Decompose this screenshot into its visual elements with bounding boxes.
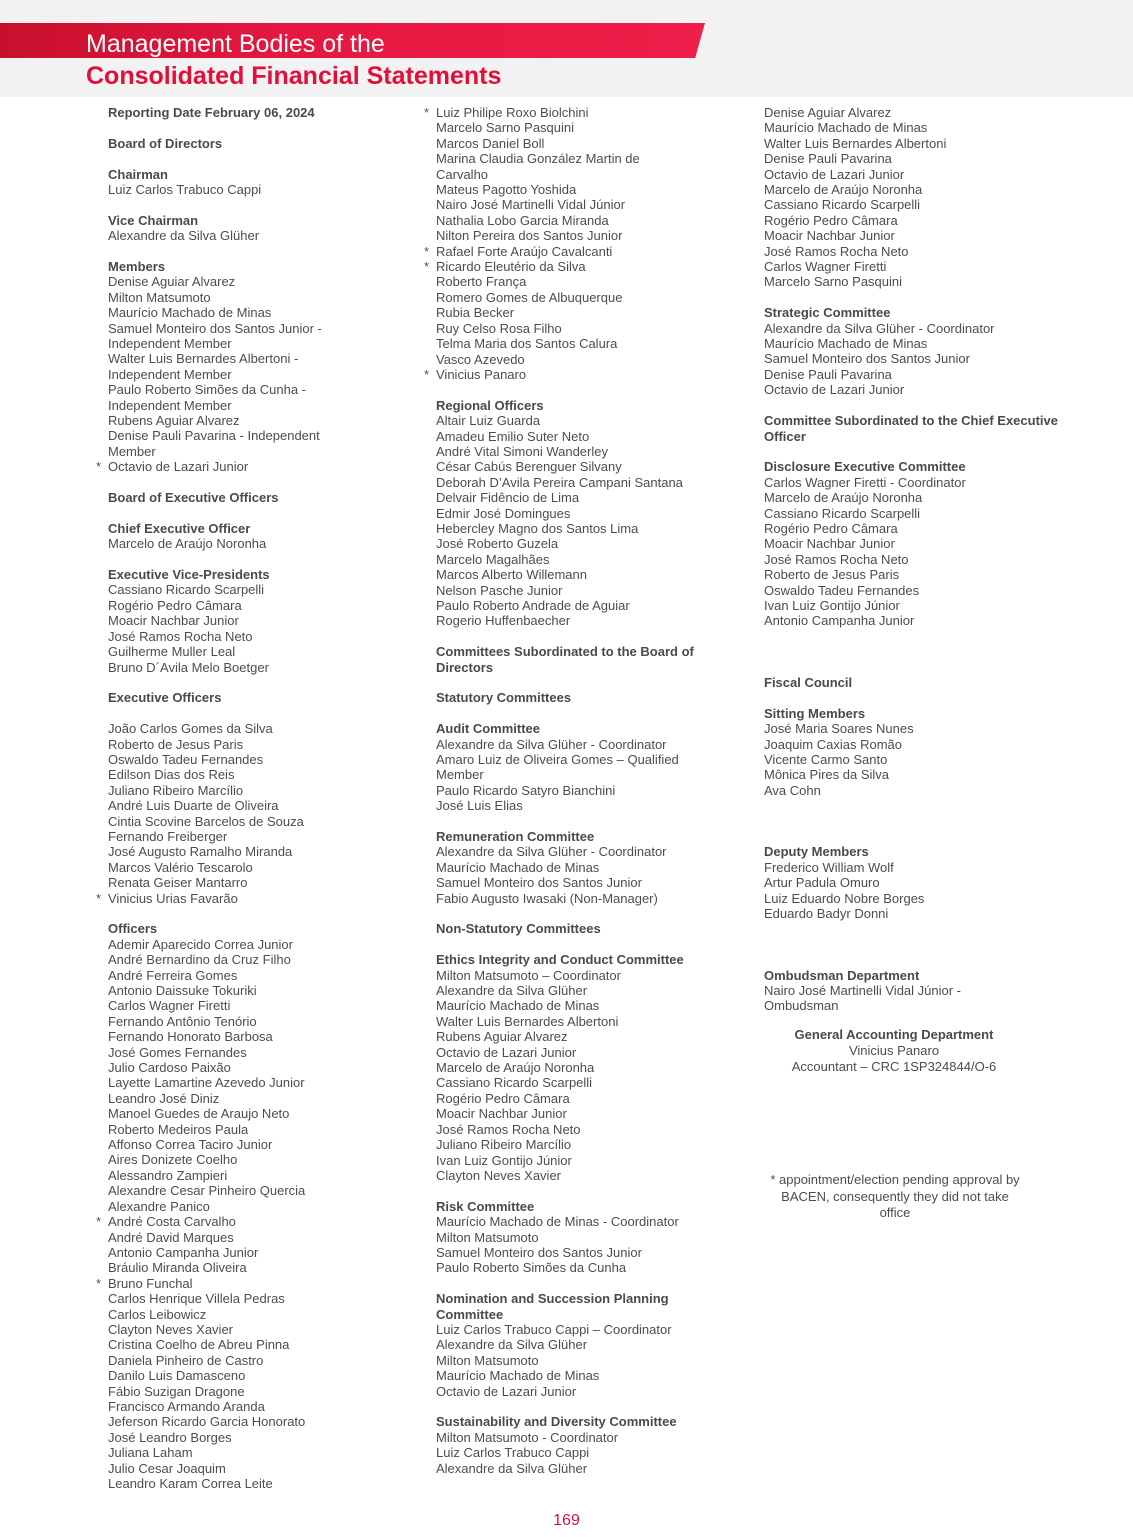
section	[764, 644, 1064, 659]
section-heading: Executive Vice-Presidents	[108, 567, 270, 583]
member-name: Maurício Machado de Minas	[764, 120, 928, 136]
section	[108, 490, 408, 505]
member-name: Moacir Nachbar Junior	[108, 613, 239, 629]
section-heading: Regional Officers	[436, 397, 544, 413]
member-name: Ivan Luiz Gontijo Júnior	[764, 597, 900, 613]
section-heading: Executive Officers	[108, 690, 222, 706]
member-name: Juliano Ribeiro Marcílio	[436, 1137, 572, 1153]
member-name: Walter Luis Bernardes Albertoni	[764, 135, 947, 151]
member-name: Frederico William Wolf	[764, 859, 894, 875]
member-name: César Cabús Berenguer Silvany	[436, 459, 622, 475]
member-name: José Ramos Rocha Neto	[764, 243, 909, 259]
accountant-name: Vinicius Panaro	[848, 1043, 940, 1058]
member-name: Milton Matsumoto - Coordinator	[436, 1429, 619, 1445]
member-name: Delvair Fidêncio de Lima	[436, 490, 580, 506]
member-name: Maurício Machado de Minas	[436, 859, 600, 875]
member-name: Leandro Karam Correa Leite	[108, 1476, 273, 1492]
member-name: Luiz Eduardo Nobre Borges	[764, 890, 925, 906]
member-name: Cassiano Ricardo Scarpelli	[764, 197, 921, 213]
member-name: Moacir Nachbar Junior	[764, 536, 895, 552]
member-name: Samuel Monteiro dos Santos Junior	[436, 875, 642, 891]
member-name: Oswaldo Tadeu Fernandes	[108, 751, 264, 767]
member-name: Octavio de Lazari Junior	[764, 166, 905, 182]
section	[436, 1199, 736, 1276]
member-name: Marina Claudia González Martin de	[436, 151, 640, 167]
member-name: José Gomes Fernandes	[108, 1044, 247, 1060]
member-name: Samuel Monteiro dos Santos Junior -	[108, 320, 322, 336]
member-name: Mateus Pagotto Yoshida	[436, 182, 577, 198]
member-name: Maurício Machado de Minas	[764, 336, 928, 352]
member-name: José Leandro Borges	[108, 1429, 232, 1445]
member-name: José Augusto Ramalho Miranda	[108, 844, 293, 860]
member-name: Alexandre da Silva Glüher - Coordinator	[436, 844, 667, 860]
member-name: Carlos Wagner Firetti - Coordinator	[764, 474, 966, 490]
section	[764, 706, 1064, 798]
member-name: Marcelo Magalhães	[436, 551, 550, 567]
section-heading: Sitting Members	[764, 705, 866, 721]
member-name: Hebercley Magno dos Santos Lima	[436, 520, 639, 536]
section	[764, 937, 1064, 952]
member-name: Carlos Wagner Firetti	[108, 998, 231, 1014]
member-name: * Octavio de Lazari Junior	[108, 459, 408, 474]
accounting-heading: General Accounting Department	[794, 1027, 994, 1042]
member-name: Denise Pauli Pavarina - Independent	[108, 428, 320, 444]
section-heading: Disclosure Executive Committee	[764, 459, 966, 475]
member-name: Alexandre Panico	[108, 1198, 210, 1214]
column-1	[108, 105, 408, 1491]
section	[764, 105, 1064, 290]
member-name: Aires Donizete Coelho	[108, 1152, 238, 1168]
member-name: Vicente Carmo Santo	[764, 751, 888, 767]
member-name: Fernando Honorato Barbosa	[108, 1029, 273, 1045]
member-name: Milton Matsumoto	[436, 1352, 539, 1368]
member-name: Marcelo Sarno Pasquini	[436, 120, 575, 136]
section	[764, 305, 1064, 397]
member-name: Fernando Freiberger	[108, 828, 228, 844]
section-heading: Nomination and Succession Planning Committee	[436, 1291, 669, 1322]
member-name: Paulo Ricardo Satyro Bianchini	[436, 782, 616, 798]
member-name: Leandro José Diniz	[108, 1090, 220, 1106]
section	[108, 105, 408, 120]
member-name: Antonio Campanha Junior	[108, 1244, 259, 1260]
member-name: Telma Maria dos Santos Calura	[436, 336, 618, 352]
member-name: Rogério Pedro Câmara	[764, 212, 898, 228]
member-name: Denise Pauli Pavarina	[764, 151, 892, 167]
member-name: Walter Luis Bernardes Albertoni -	[108, 351, 299, 367]
member-name: Vasco Azevedo	[436, 351, 525, 367]
member-name: Marcelo de Araújo Noronha	[764, 182, 923, 198]
section-heading: Risk Committee	[436, 1198, 535, 1214]
member-name: Carlos Wagner Firetti	[764, 259, 887, 275]
member-name: Member	[436, 767, 484, 783]
member-name: Luiz Carlos Trabuco Cappi	[108, 182, 262, 197]
member-name: Marcelo de Araújo Noronha	[108, 536, 267, 552]
member-name: André Luis Duarte de Oliveira	[108, 798, 279, 814]
section	[764, 459, 1064, 628]
member-name: Deborah D’Avila Pereira Campani Santana	[436, 474, 683, 490]
member-name: Marcelo de Araújo Noronha	[764, 490, 923, 506]
section-heading: Ombudsman Department	[764, 967, 920, 983]
section	[436, 690, 736, 705]
member-name: Daniela Pinheiro de Castro	[108, 1352, 264, 1368]
member-name: Edilson Dias dos Reis	[108, 767, 235, 783]
member-name: Fernando Antônio Tenório	[108, 1013, 257, 1029]
member-name: André Vital Simoni Wanderley	[436, 443, 608, 459]
member-name: Cristina Coelho de Abreu Pinna	[108, 1337, 290, 1353]
member-name: Rogério Pedro Câmara	[764, 520, 898, 536]
member-name: Oswaldo Tadeu Fernandes	[764, 582, 920, 598]
member-name: Denise Pauli Pavarina	[764, 366, 892, 382]
member-name	[108, 706, 408, 721]
section	[108, 690, 408, 906]
member-name: Layette Lamartine Azevedo Junior	[108, 1075, 305, 1091]
member-name: Alexandre da Silva Glüher	[108, 228, 260, 244]
column-2	[436, 105, 736, 1476]
member-name: Roberto Medeiros Paula	[108, 1121, 249, 1137]
member-name: Clayton Neves Xavier	[108, 1321, 233, 1337]
footnote: * appointment/election pending approval by BACEN, consequently they did not take office	[770, 1172, 1020, 1220]
member-name: Independent Member	[108, 336, 232, 352]
member-name: Marcos Valério Tescarolo	[108, 859, 253, 875]
member-name: Octavio de Lazari Junior	[436, 1383, 577, 1399]
section	[436, 921, 736, 936]
member-name: Ava Cohn	[764, 782, 821, 798]
member-name: Nairo José Martinelli Vidal Júnior -	[764, 983, 962, 998]
member-name: Maurício Machado de Minas - Coordinator	[436, 1214, 679, 1230]
member-name: Alexandre Cesar Pinheiro Quercia	[108, 1183, 306, 1199]
member-name: Clayton Neves Xavier	[436, 1167, 561, 1183]
member-name: Romero Gomes de Albuquerque	[436, 289, 623, 305]
member-name: José Maria Soares Nunes	[764, 721, 914, 737]
member-name: Cassiano Ricardo Scarpelli	[764, 505, 921, 521]
member-name: Amaro Luiz de Oliveira Gomes – Qualified	[436, 752, 679, 767]
member-name: Marcelo de Araújo Noronha	[436, 1060, 595, 1076]
member-name: Bráulio Miranda Oliveira	[108, 1260, 247, 1276]
member-name: Rubens Aguiar Alvarez	[436, 1029, 568, 1045]
member-name: * André Costa Carvalho	[108, 1214, 408, 1229]
section-heading	[764, 814, 1064, 829]
member-name: * Luiz Philipe Roxo Biolchini	[436, 105, 736, 120]
member-name: Denise Aguiar Alvarez	[108, 274, 236, 290]
member-name: Denise Aguiar Alvarez	[764, 105, 892, 120]
member-name: Nathalia Lobo Garcia Miranda	[436, 212, 609, 228]
member-name: Paulo Roberto Simões da Cunha	[436, 1260, 627, 1276]
section	[436, 1291, 736, 1399]
section-heading: Fiscal Council	[764, 674, 853, 690]
member-name: Cintia Scovine Barcelos de Souza	[108, 813, 304, 829]
member-name: Independent Member	[108, 366, 232, 382]
section-heading: Deputy Members	[764, 844, 869, 860]
member-name: Ombudsman	[764, 998, 839, 1014]
member-name: Rogério Pedro Câmara	[436, 1090, 570, 1106]
section-heading: Vice Chairman	[108, 212, 199, 228]
member-name: Maurício Machado de Minas	[108, 305, 272, 321]
section	[108, 567, 408, 675]
member-name: Guilherme Muller Leal	[108, 644, 236, 660]
section	[108, 136, 408, 151]
section	[108, 921, 408, 1491]
member-name: Manoel Guedes de Araujo Neto	[108, 1106, 290, 1122]
column-3	[764, 105, 1064, 1014]
member-name: Nilton Pereira dos Santos Junior	[436, 228, 623, 244]
member-name: Antonio Campanha Junior	[764, 613, 915, 629]
section-heading: Officers	[108, 921, 158, 937]
member-name: Carlos Henrique Villela Pedras	[108, 1291, 285, 1307]
section-heading: Members	[108, 259, 166, 274]
member-name: Roberto de Jesus Paris	[108, 736, 244, 752]
member-name: Member	[108, 443, 156, 459]
member-name: * Rafael Forte Araújo Cavalcanti	[436, 244, 736, 259]
section	[436, 398, 736, 629]
section-heading	[764, 644, 1064, 659]
member-name: José Ramos Rocha Neto	[436, 1121, 581, 1137]
section-heading: Reporting Date February 06, 2024	[108, 105, 315, 120]
member-name: André Ferreira Gomes	[108, 967, 238, 983]
section	[436, 105, 736, 382]
member-name: Antonio Daissuke Tokuriki	[108, 983, 257, 999]
member-name: Artur Padula Omuro	[764, 875, 880, 891]
member-name: Danilo Luis Damasceno	[108, 1368, 246, 1384]
member-name: Alexandre da Silva Glüher	[436, 1460, 588, 1476]
member-name: André David Marques	[108, 1229, 234, 1245]
section-heading: Committees Subordinated to the Board of Directors	[436, 644, 694, 675]
member-name: Fábio Suzigan Dragone	[108, 1383, 245, 1399]
member-name: * Ricardo Eleutério da Silva	[436, 259, 736, 274]
section	[436, 721, 736, 813]
member-name: José Luis Elias	[436, 798, 523, 814]
section	[436, 829, 736, 906]
member-name: Roberto França	[436, 274, 527, 290]
member-name: Francisco Armando Aranda	[108, 1398, 265, 1414]
general-accounting-block	[764, 1027, 1024, 1075]
member-name: Luiz Carlos Trabuco Cappi	[436, 1445, 590, 1461]
section-heading: Chief Executive Officer	[108, 520, 251, 536]
member-name: Edmir José Domingues	[436, 505, 571, 521]
member-name: Affonso Correa Taciro Junior	[108, 1137, 273, 1153]
section	[108, 521, 408, 552]
member-name: Nairo José Martinelli Vidal Júnior	[436, 197, 626, 213]
section-heading: Remuneration Committee	[436, 829, 595, 845]
page-title-line-2: Consolidated Financial Statements	[86, 62, 502, 90]
section-heading: Chairman	[108, 166, 168, 182]
page-number: 169	[553, 1512, 580, 1529]
member-name: Amadeu Emilio Suter Neto	[436, 428, 590, 444]
member-name: Alexandre da Silva Glüher - Coordinator	[436, 736, 667, 752]
section-heading: Strategic Committee	[764, 305, 891, 321]
member-name: Cassiano Ricardo Scarpelli	[436, 1075, 593, 1091]
member-name: Alexandre da Silva Glüher	[436, 983, 588, 999]
member-name: Renata Geiser Mantarro	[108, 875, 248, 891]
section	[764, 968, 1064, 1014]
member-name: Milton Matsumoto – Coordinator	[436, 967, 621, 983]
member-name: José Roberto Guzela	[436, 536, 559, 552]
section	[436, 644, 736, 675]
section-heading: Audit Committee	[436, 721, 540, 737]
section	[108, 167, 408, 198]
section-heading: Statutory Committees	[436, 690, 572, 706]
section-heading: Ethics Integrity and Conduct Committee	[436, 952, 684, 968]
section	[764, 814, 1064, 829]
member-name: Fabio Augusto Iwasaki (Non-Manager)	[436, 890, 658, 906]
member-name: Alexandre da Silva Glüher	[436, 1337, 588, 1353]
member-name: Independent Member	[108, 397, 232, 413]
member-name: Eduardo Badyr Donni	[764, 906, 889, 921]
section-heading: Board of Executive Officers	[108, 490, 279, 506]
member-name: Moacir Nachbar Junior	[436, 1106, 567, 1122]
member-name: André Bernardino da Cruz Filho	[108, 952, 291, 968]
section	[764, 413, 1064, 444]
member-name: Julio Cardoso Paixão	[108, 1060, 231, 1076]
member-name: Bruno D´Avila Melo Boetger	[108, 659, 269, 675]
member-name: Milton Matsumoto	[108, 289, 211, 305]
section-heading: Committee Subordinated to the Chief Executive Officer	[764, 413, 1058, 444]
member-name: Ademir Aparecido Correa Junior	[108, 936, 293, 952]
member-name: Moacir Nachbar Junior	[764, 228, 895, 244]
member-name: Mônica Pires da Silva	[764, 767, 889, 783]
section	[436, 952, 736, 1183]
member-name: José Ramos Rocha Neto	[108, 628, 253, 644]
member-name: Maurício Machado de Minas	[436, 998, 600, 1014]
member-name: Paulo Roberto Simões da Cunha -	[108, 382, 307, 398]
member-name: Samuel Monteiro dos Santos Junior	[764, 351, 970, 367]
member-name: Roberto de Jesus Paris	[764, 567, 900, 583]
member-name: Jeferson Ricardo Garcia Honorato	[108, 1414, 306, 1430]
member-name: Rubia Becker	[436, 305, 515, 321]
section	[764, 675, 1064, 690]
member-name: Cassiano Ricardo Scarpelli	[108, 582, 265, 598]
member-name: José Ramos Rocha Neto	[764, 551, 909, 567]
member-name: Walter Luis Bernardes Albertoni	[436, 1013, 619, 1029]
member-name: Milton Matsumoto	[436, 1229, 539, 1245]
member-name: Julio Cesar Joaquim	[108, 1460, 226, 1476]
member-name: Alessandro Zampieri	[108, 1167, 228, 1183]
member-name: Nelson Pasche Junior	[436, 582, 563, 598]
member-name: Juliana Laham	[108, 1445, 193, 1461]
member-name: * Vinicius Urias Favarão	[108, 891, 408, 906]
member-name: Octavio de Lazari Junior	[436, 1044, 577, 1060]
member-name: Octavio de Lazari Junior	[764, 382, 905, 398]
section-heading: Non-Statutory Committees	[436, 921, 601, 937]
member-name: Carlos Leibowicz	[108, 1306, 207, 1322]
member-name: Marcos Daniel Boll	[436, 135, 545, 151]
member-name: Paulo Roberto Andrade de Aguiar	[436, 597, 630, 613]
member-name: Rogério Pedro Câmara	[108, 597, 242, 613]
section	[108, 213, 408, 244]
member-name: Maurício Machado de Minas	[436, 1368, 600, 1384]
member-name: Marcos Alberto Willemann	[436, 567, 587, 583]
member-name: Ruy Celso Rosa Filho	[436, 320, 562, 336]
section	[108, 259, 408, 475]
member-name: * Vinicius Panaro	[436, 367, 736, 382]
section	[436, 1414, 736, 1476]
member-name: Carvalho	[436, 166, 489, 182]
member-name: Rogerio Huffenbaecher	[436, 613, 571, 629]
member-name: Rubens Aguiar Alvarez	[108, 413, 240, 429]
member-name: Samuel Monteiro dos Santos Junior	[436, 1244, 642, 1260]
section-heading: Sustainability and Diversity Committee	[436, 1414, 677, 1430]
member-name: Joaquim Caxias Romão	[764, 736, 903, 752]
section	[764, 844, 1064, 921]
member-name: Ivan Luiz Gontijo Júnior	[436, 1152, 572, 1168]
section-heading	[764, 937, 1064, 952]
page-title-line-1: Management Bodies of the	[86, 30, 385, 58]
member-name: Marcelo Sarno Pasquini	[764, 274, 903, 290]
member-name: * Bruno Funchal	[108, 1276, 408, 1291]
section-heading: Board of Directors	[108, 135, 223, 151]
member-name: Luiz Carlos Trabuco Cappi – Coordinator	[436, 1321, 672, 1337]
member-name: Altair Luiz Guarda	[436, 413, 541, 429]
member-name: João Carlos Gomes da Silva	[108, 721, 273, 737]
member-name: Juliano Ribeiro Marcílio	[108, 782, 244, 798]
member-name: Alexandre da Silva Glüher - Coordinator	[764, 320, 995, 336]
accountant-registration: Accountant – CRC 1SP324844/O-6	[791, 1059, 997, 1074]
